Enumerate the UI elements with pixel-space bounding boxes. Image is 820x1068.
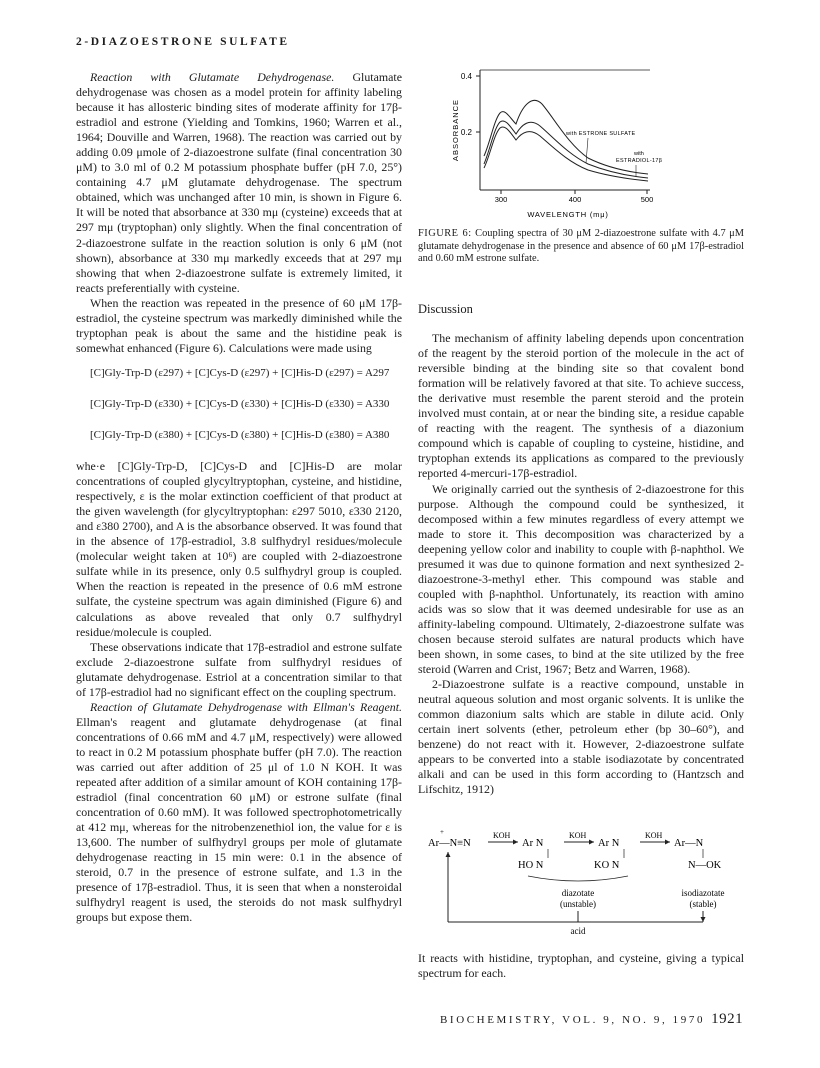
x-tick-label: 400 bbox=[568, 195, 582, 204]
x-tick-label: 300 bbox=[494, 195, 508, 204]
label-isodiazotate: isodiazotate bbox=[681, 888, 725, 898]
species-diazotate: Ar N bbox=[598, 838, 620, 849]
paragraph: When the reaction was repeated in the presence of 60 μM 17β-estradiol, the cysteine spectrum was markedly diminished while the tryptophan peak is about the same and the histidine peak is somewhat enhanced (Figure 6). Calculations were made using bbox=[76, 295, 402, 355]
reagent-koh: KOH bbox=[569, 831, 587, 840]
arrow-head bbox=[701, 917, 706, 922]
right-column bbox=[418, 298, 744, 798]
arrow-head bbox=[589, 840, 594, 845]
reagent-koh: KOH bbox=[645, 831, 663, 840]
running-head: 2-DIAZOESTRONE SULFATE bbox=[76, 36, 290, 48]
paragraph: The mechanism of affinity labeling depends upon concentration of the reagent by the steroid portion of the molecule in the act of reversible binding at the binding site so that covalent bond formation will be relatively favored at that site. To achieve success, the derivative must resemble the parent steroid and the protein involved must contain, at or near the binding site, a residue capable of reacting with the reagent. The synthesis of a diazonium compound which is capable of coupling to cysteine, histidine, and tryptophan extends its applications as compared to the previously reported 4-mercuri-17β-estradiol. bbox=[418, 331, 744, 481]
label-stable: (stable) bbox=[689, 899, 717, 909]
reaction-scheme bbox=[418, 826, 744, 944]
equation: [C]Gly-Trp-D (ε330) + [C]Cys-D (ε330) + [C]His-D (ε330) = A330 bbox=[90, 397, 390, 410]
label-estradiol-line1: with bbox=[634, 151, 644, 157]
species-diazohydroxide: Ar N bbox=[522, 838, 544, 849]
y-tick-label: 0.2 bbox=[460, 128, 472, 137]
species-isodiazotate: Ar—N bbox=[674, 838, 704, 849]
species-diazonium: Ar—N≡N bbox=[428, 838, 471, 849]
charge-plus: + bbox=[440, 828, 444, 836]
label-estrone-sulfate: with ESTRONE SULFATE bbox=[566, 131, 636, 137]
journal-citation: BIOCHEMISTRY, VOL. 9, NO. 9, 1970 bbox=[440, 1014, 706, 1026]
section-heading: Reaction with Glutamate Dehydrogenase. bbox=[90, 70, 335, 84]
paragraph: These observations indicate that 17β-estradiol and estrone sulfate exclude 2-diazoestrone sulfate from sulfhydryl residues of glutamate dehydrogenase. Estriol at a concentration similar to that of 17β-estradiol had no significant effect on the coupling spectrum. bbox=[76, 639, 402, 699]
section-heading: Reaction of Glutamate Dehydrogenase with Ellman's Reagent. bbox=[90, 699, 402, 714]
section-title: Discussion bbox=[418, 302, 473, 316]
label-pointer bbox=[586, 138, 588, 163]
paragraph-text: Ellman's reagent and glutamate dehydrogenase (at final concentrations of 0.66 mM and 4.7 μM, respectively) were allowed to react in 0.2 M potassium phosphate buffer (pH 7.0). The reaction was carried out after addition of 25 μl of 1.0 N KOH. It was repeated after addition of a similar amount of KOH containing 17β-estradiol (final concentration 60 μM) or estrone sulfate (final concentration of 0.60 mM). It was followed spectrophotometrically at 412 mμ, whereas for the nitrobenzenethiol ion, the value for ε is 13,600. The number of sulfhydryl groups per mole of glutamate dehydrogenase reacting in 15 min were: 0.1 in the absence of steroid, 0.7 in the presence of estrone sulfate, and 1.3 in the presence of 17β-estradiol. Thus, it is seen that when a nonsteroidal sulfhydryl reagent is used, the steroids do not mask sulfhydryl groups but expose them. bbox=[76, 714, 402, 925]
caption-text: Coupling spectra of 30 μM 2-diazoestrone sulfate with 4.7 μM glutamate dehydrogenase in the presence and absence of 60 μM 17β-estradiol and 0.60 mM estrone sulfate. bbox=[418, 228, 744, 265]
figure-caption bbox=[418, 228, 744, 266]
paragraph: It reacts with histidine, tryptophan, and cysteine, giving a typical spectrum for each. bbox=[418, 951, 744, 980]
arrow-head bbox=[446, 852, 451, 857]
label-diazotate: diazotate bbox=[561, 888, 595, 898]
spectrum-plot bbox=[418, 58, 748, 228]
y-tick-label: 0.4 bbox=[460, 72, 472, 81]
arrow-head bbox=[513, 840, 518, 845]
arrow-head bbox=[665, 840, 670, 845]
species-diazohydroxide-sub: HO N bbox=[518, 860, 544, 871]
species-diazotate-sub: KO N bbox=[594, 860, 620, 871]
reagent-koh: KOH bbox=[493, 831, 511, 840]
paragraph: We originally carried out the synthesis of 2-diazoestrone for this purpose. Although the compound could be synthesized, it decomposed within a few minutes regardless of every attempt we made to store it. This decomposition was characterized by a deepening yellow color and inability to couple with β-naphthol. We presumed it was due to quinone formation and next synthesized 2-diazoestrone-3-methyl ether. This compound was stable and coupled with β-naphthol. Unfortunately, its reaction with amino acids was so slow that it was deemed undesirable for use as an affinity-labeling compound. Ultimately, 2-diazoestrone sulfate was chosen because steroid sulfates are natural products which have been shown, in some cases, to bind at the site utilized by the free steroid (Warren and Crist, 1967; Betz and Warren, 1968). bbox=[418, 481, 744, 677]
left-column bbox=[76, 70, 402, 925]
equations bbox=[90, 366, 402, 443]
paragraph: 2-Diazoestrone sulfate is a reactive compound, unstable in neutral aqueous solution and most organic solvents. It is unlike the common diazonium salts which are stable in dilute acid. Only certain inert solvents (ether, petroleum ether (bp 30–60°), and benzene) do not react with it. However, 2-diazoestrone sulfate appears to be converted into a stable isodiazotate by concentrated alkali and can be used in this form according to (Hantzsch and Lifschitz, 1912) bbox=[418, 677, 744, 797]
paragraph bbox=[76, 70, 402, 296]
equation: [C]Gly-Trp-D (ε380) + [C]Cys-D (ε380) + [C]His-D (ε380) = A380 bbox=[90, 428, 390, 441]
figure-6 bbox=[418, 58, 748, 238]
equation: [C]Gly-Trp-D (ε297) + [C]Cys-D (ε297) + [C]His-D (ε297) = A297 bbox=[90, 366, 390, 379]
spectrum-curve-estrone bbox=[484, 121, 648, 178]
footer bbox=[440, 1011, 743, 1028]
species-isodiazotate-sub: N—OK bbox=[688, 860, 722, 871]
scheme-drawing bbox=[418, 826, 744, 944]
x-tick-label: 500 bbox=[640, 195, 654, 204]
label-estradiol-line2: ESTRADIOL-17β bbox=[616, 158, 663, 164]
x-axis-title: WAVELENGTH (mμ) bbox=[527, 210, 609, 219]
paragraph bbox=[76, 700, 402, 926]
label-acid: acid bbox=[570, 926, 586, 936]
grouping-brace bbox=[528, 876, 628, 881]
page-number: 1921 bbox=[711, 1011, 744, 1027]
caption-label: FIGURE 6: bbox=[418, 228, 472, 239]
paragraph-text: Glutamate dehydrogenase was chosen as a model protein for affinity labeling because it has allosteric binding sites of moderate affinity for 17β-estradiol and estrone (Yielding and Tomkins, 1960; Warren et al., 1964; Douville and Warren, 1968). The reaction was carried out by adding 0.09 μmole of 2-diazoestrone sulfate (final concentration 30 μM) to 3.0 ml of 0.2 M potassium phosphate buffer (pH 7.0, 25°) containing 4.7 μM glutamate dehydrogenase. The spectrum obtained, which was unchanged after 10 min, is shown in Figure 6. It will be noted that absorbance at 330 mμ (cysteine) exceeds that at 297 mμ (tryptophan) only slightly. When the final concentration of 2-diazoestrone sulfate in the reaction solution is only 6 μM (not shown), absorbance at 330 mμ markedly exceeds that at 297 mμ showing that when 2-diazoestrone sulfate is extremely limited, it reacts preferentially with cysteine. bbox=[76, 70, 402, 295]
paragraph: whe·e [C]Gly-Trp-D, [C]Cys-D and [C]His-D are molar concentrations of coupled glycyltryptophan, cysteine, and histidine, respectively, ε is the molar extinction coefficient of that product at the given wavelength (for glycyltryptophan: ε297 5010, ε330 2120, and ε380 2700), and A is the absorbance observed. It was found that in the absence of 17β-estradiol, 3.8 sulfhydryl residues/molecule (molecular weight taken at 10⁶) are coupled with 2-diazoestrone sulfate while in its presence, only 0.5 sulfhydryl group is coupled. When the reaction is repeated in the presence of 0.6 mM estrone sulfate, the cysteine spectrum was again diminished (Figure 6) and calculations as above revealed that only 0.7 sulfhydryl residue/molecule is coupled. bbox=[76, 459, 402, 639]
y-axis-title: ABSORBANCE bbox=[451, 98, 460, 162]
label-unstable: (unstable) bbox=[560, 899, 596, 909]
